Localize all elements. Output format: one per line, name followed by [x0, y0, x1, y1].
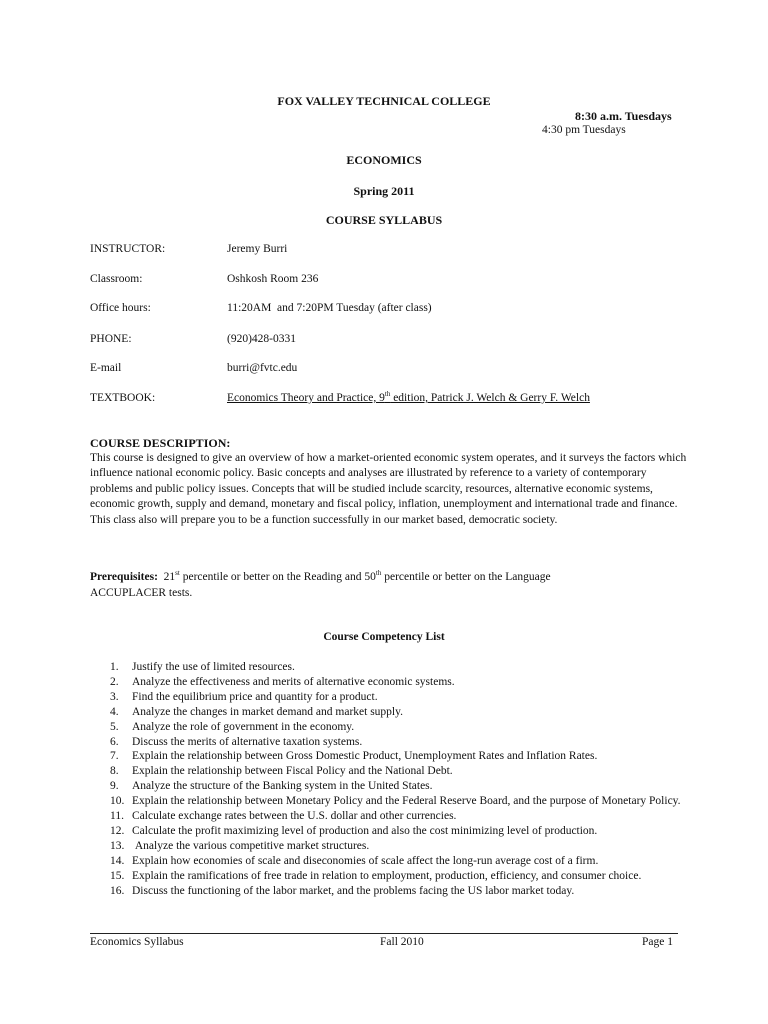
footer-divider — [90, 933, 678, 934]
prerequisites-label: Prerequisites: — [90, 571, 158, 583]
phone-value: (920)428-0331 — [227, 333, 296, 345]
competency-item-number: 2. — [110, 675, 119, 688]
textbook-authors: edition, Patrick J. Welch & Gerry F. Welch — [390, 392, 590, 404]
competency-item-text: Calculate the profit maximizing level of production and also the cost minimizing level of production. — [132, 824, 598, 837]
description-text: This course is designed to give an overview of how a market-oriented economic system operates, and it surveys the factors which influence national economic policy. Basic concepts and analyses are illustrated by reference to a variety of contemporary problems and public policy issues. Concepts that will be studied include scarcity, resources, alternative economic systems, economic growth, supply and demand, monetary and fiscal policy, inflation, unemployment and international trade and finance. This class also will prepare you to be a function successfully in our market based, democratic society. — [90, 452, 687, 526]
email-value: burri@fvtc.edu — [227, 362, 298, 374]
competency-item-text: Explain the relationship between Fiscal Policy and the National Debt. — [132, 765, 453, 778]
email-label: E-mail — [90, 362, 122, 374]
footer-left: Economics Syllabus — [90, 936, 184, 948]
competency-item-number: 8. — [110, 765, 119, 778]
class-time-regular: 4:30 pm Tuesdays — [542, 124, 626, 136]
textbook-label: TEXTBOOK: — [90, 392, 156, 404]
competency-item — [90, 869, 690, 884]
competency-item-number: 6. — [110, 735, 119, 748]
competency-item-number: 3. — [110, 690, 119, 703]
subject-title: ECONOMICS — [346, 153, 422, 167]
competency-item-text: Justify the use of limited resources. — [132, 661, 295, 673]
competency-item-number: 5. — [110, 720, 119, 733]
competency-item-number: 16. — [110, 884, 125, 897]
competency-item-number: 4. — [110, 705, 119, 718]
competency-item — [90, 824, 690, 839]
competency-item-text: Analyze the changes in market demand and market supply. — [132, 705, 404, 718]
competency-item-number: 12. — [110, 824, 125, 837]
class-time-bold: 8:30 a.m. Tuesdays — [575, 109, 672, 123]
competency-item-text: Explain the relationship between Gross Domestic Product, Unemployment Rates and Inflation Rates. — [132, 750, 598, 763]
competency-item — [90, 764, 690, 779]
competency-item-number: 1. — [110, 661, 119, 673]
competency-item — [90, 660, 690, 675]
prerequisites-text-a: 21 — [157, 571, 176, 583]
classroom-label: Classroom: — [90, 273, 143, 285]
instructor-label: INSTRUCTOR: — [90, 243, 166, 255]
competency-item-number: 14. — [110, 854, 125, 867]
instructor-value: Jeremy Burri — [227, 243, 288, 255]
term-title: Spring 2011 — [353, 184, 415, 198]
competency-item-text: Explain the relationship between Monetary Policy and the Federal Reserve Board, and the purpose of Monetary Policy. — [132, 795, 681, 808]
competency-item-text: Analyze the role of government in the economy. — [132, 720, 355, 733]
competency-item-text: Explain the ramifications of free trade in relation to employment, production, efficiency, and consumer choice. — [132, 869, 642, 882]
competency-item-text: Explain how economies of scale and diseconomies of scale affect the long-run average cost of a firm. — [132, 854, 599, 867]
competency-item — [90, 735, 690, 750]
competency-item — [90, 809, 690, 824]
office-hours-value: 11:20AM and 7:20PM Tuesday (after class) — [227, 302, 432, 314]
competency-item-number: 15. — [110, 869, 125, 882]
office-hours-label: Office hours: — [90, 302, 151, 314]
footer-page-number: Page 1 — [642, 936, 673, 948]
competency-item — [90, 794, 690, 809]
competency-heading: Course Competency List — [323, 631, 445, 643]
textbook-value — [227, 392, 590, 404]
competency-item — [90, 690, 690, 705]
competency-item-text: Analyze the structure of the Banking system in the United States. — [132, 780, 433, 793]
competency-item-text: Analyze the effectiveness and merits of alternative economic systems. — [132, 675, 455, 688]
competency-item-number: 7. — [110, 750, 119, 763]
competency-item-number: 11. — [110, 810, 124, 823]
competency-item — [90, 675, 690, 690]
prerequisites-text-b: percentile or better on the Reading and 50 — [179, 571, 376, 583]
prerequisites-line — [90, 571, 551, 583]
competency-list — [90, 660, 690, 899]
competency-item-text: Calculate exchange rates between the U.S. dollar and other currencies. — [132, 810, 457, 823]
competency-item-text: Discuss the functioning of the labor market, and the problems facing the US labor market today. — [132, 884, 575, 897]
textbook-title: Economics Theory and Practice, 9 — [227, 392, 385, 404]
classroom-value: Oshkosh Room 236 — [227, 273, 319, 285]
competency-item-number: 10. — [110, 795, 125, 808]
competency-item — [90, 779, 690, 794]
competency-item-text: Analyze the various competitive market structures. — [132, 839, 370, 852]
competency-item — [90, 705, 690, 720]
description-heading: COURSE DESCRIPTION: — [90, 436, 231, 450]
competency-item-number: 13. — [110, 839, 125, 852]
syllabus-title: COURSE SYLLABUS — [325, 213, 443, 227]
competency-item — [90, 884, 690, 899]
phone-label: PHONE: — [90, 333, 132, 345]
college-name: FOX VALLEY TECHNICAL COLLEGE — [277, 94, 491, 108]
competency-item-text: Find the equilibrium price and quantity for a product. — [132, 690, 378, 703]
prerequisites-sup-b: th — [375, 569, 382, 578]
competency-item — [90, 854, 690, 869]
footer-center: Fall 2010 — [380, 936, 424, 948]
competency-item — [90, 720, 690, 735]
prerequisites-text-c: percentile or better on the Language — [381, 571, 551, 583]
competency-item — [90, 749, 690, 764]
prerequisites-sup-a: st — [175, 569, 180, 578]
competency-item — [90, 839, 690, 854]
competency-item-number: 9. — [110, 780, 119, 793]
textbook-edition-suffix: th — [384, 390, 391, 399]
prerequisites-text-d: ACCUPLACER tests. — [90, 587, 193, 599]
competency-item-text: Discuss the merits of alternative taxation systems. — [132, 735, 363, 748]
